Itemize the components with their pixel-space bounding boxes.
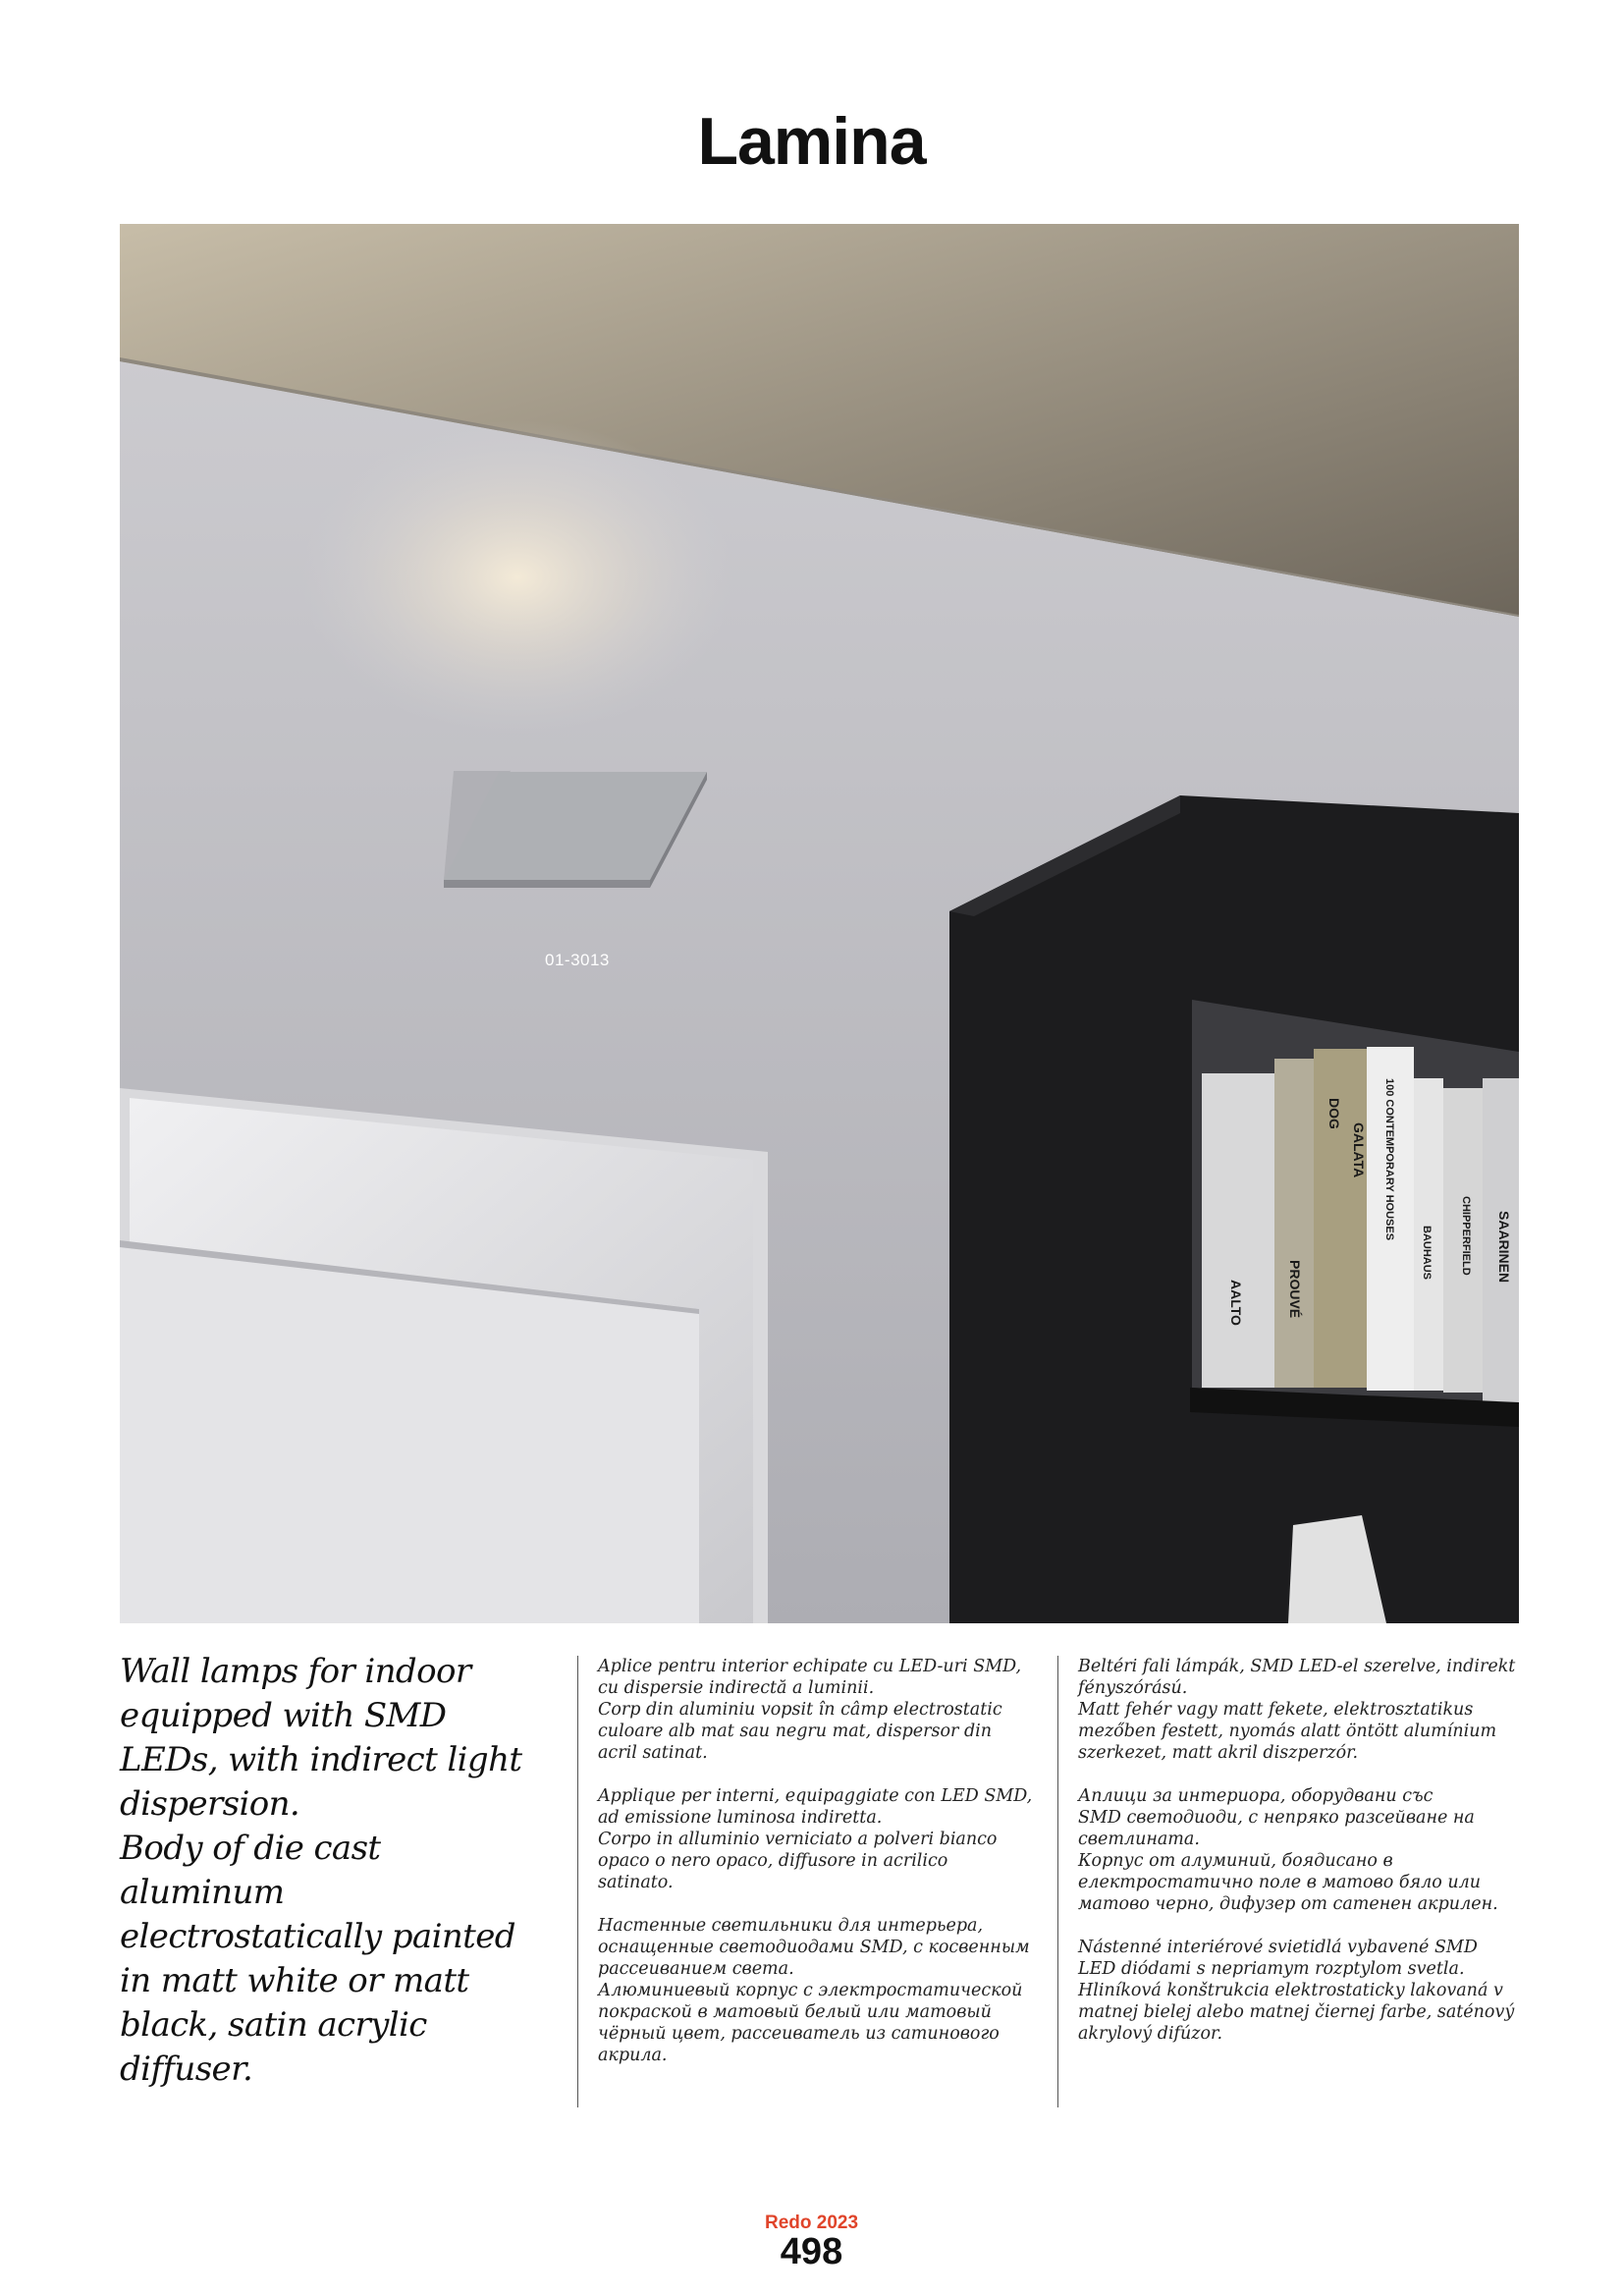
bookshelf	[949, 795, 1519, 1623]
description-ro: Aplice pentru interior echipate cu LED-uri SMD, cu dispersie indirectă a luminii. Corp din aluminiu vopsit în câmp electrostatic culoare alb mat sau negru mat, dispersor din acril satinat.	[598, 1657, 1022, 1763]
description-hu: Beltéri fali lámpák, SMD LED-el szerelve, indirekt fényszórású. Matt fehér vagy matt fekete, elektrosztatikus mezőben festett, nyomás alatt öntött alumínium szerkezet, matt akril diszperzór.	[1078, 1657, 1516, 1763]
lead-paragraph: Wall lamps for indoor equipped with SMD LEDs, with indirect light dispersion.	[120, 1652, 522, 1824]
book-spine-bauhaus: BAUHAUS	[1421, 1226, 1433, 1280]
footer-brand: Redo 2023	[764, 2213, 859, 2233]
description-column-2	[1057, 1656, 1520, 2107]
book-spine-contemporary-houses: 100 CONTEMPORARY HOUSES	[1383, 1078, 1395, 1241]
page-title: Lamina	[697, 104, 926, 179]
book-spine-aalto: AALTO	[1228, 1280, 1244, 1326]
product-photo	[120, 224, 1519, 1623]
door	[120, 1088, 768, 1623]
lead-description	[120, 1650, 552, 2092]
description-column-1	[577, 1656, 1040, 2107]
book-spine-chipperfield: CHIPPERFIELD	[1460, 1196, 1472, 1276]
book-spine-prouve: PROUVÉ	[1287, 1260, 1303, 1319]
page-number: 498	[780, 2231, 843, 2272]
description-ru: Настенные светильники для интерьера, оснащенные светодиодами SMD, с косвенным рассеиванием света. Алюминиевый корпус с электростатической покраской в матовый белый или матовый чёрный цвет, рассеиватель из сатинового акрила.	[598, 1916, 1030, 2065]
product-code: 01-3013	[545, 951, 610, 969]
lamp-glow	[301, 420, 733, 735]
description-sk: Nástenné interiérové svietidlá vybavené SMD LED diódami s nepriamym rozptylom svetla. Hliníková konštrukcia elektrostaticky lakovaná v matnej bielej alebo matnej čiernej farbe, saténový akrylový difúzor.	[1078, 1938, 1515, 2044]
book-spine-galata: GALATA	[1351, 1122, 1367, 1178]
book-spine-dog: DOG	[1326, 1098, 1342, 1129]
description-it: Applique per interni, equipaggiate con LED SMD, ad emissione luminosa indiretta. Corpo in alluminio verniciato a polveri bianco opaco o nero opaco, diffusore in acrilico satinato.	[598, 1786, 1033, 1892]
lead-paragraph: Body of die cast aluminum electrostatically painted in matt white or matt black, satin acrylic diffuser.	[120, 1829, 515, 2089]
book-spine-saarinen: SAARINEN	[1496, 1211, 1512, 1284]
description-bg: Аплици за интериора, оборудвани със SMD светодиоди, с непряко разсейване на светлината. Корпус от алуминий, боядисано в електростатично поле в матово бяло или матово черно, дифузер от сатенен акрилен.	[1078, 1786, 1498, 1914]
